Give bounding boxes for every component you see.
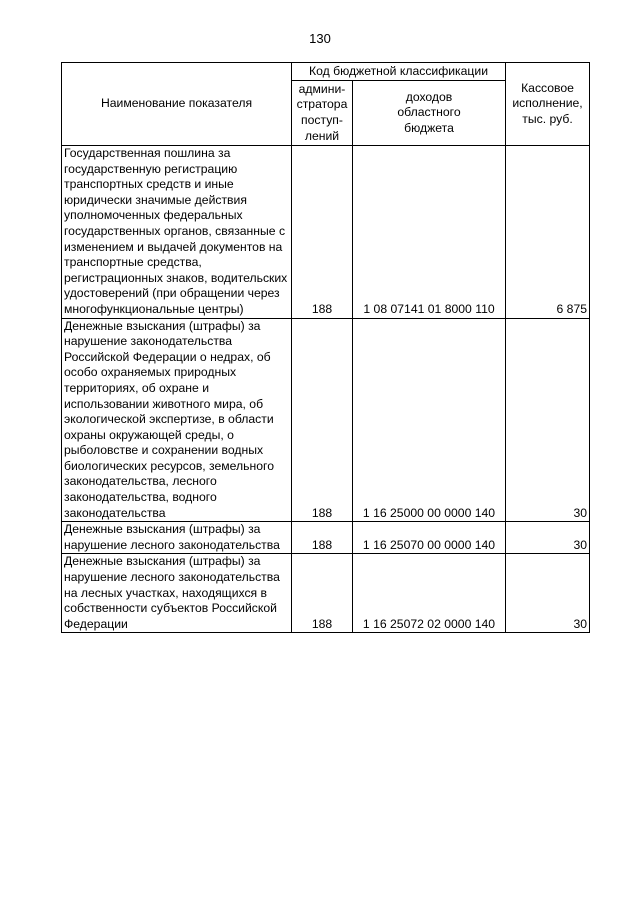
row-amount: 30 [506, 554, 590, 633]
row-income-code: 1 16 25070 00 0000 140 [353, 522, 506, 554]
header-cash-execution-text: Кассовое исполнение, тыс. руб. [512, 80, 583, 126]
table-row [62, 554, 590, 633]
header-regional-income [353, 81, 506, 146]
row-amount: 30 [506, 522, 590, 554]
row-amount: 6 875 [506, 146, 590, 319]
header-cash-execution [506, 63, 590, 146]
row-income-code: 1 08 07141 01 8000 110 [353, 146, 506, 319]
row-name: Денежные взыскания (штрафы) за нарушение законодательства Российской Федерации о недрах, об особо охраняемых природных территориях, об охране и использовании животного мира, об экологической экспертизе, в области охраны окружающей среды, о рыболовстве и сохранении водных биологических ресурсов, земельного законодательства, лесного законодательства, водного законодательства [62, 318, 292, 522]
row-income-code: 1 16 25072 02 0000 140 [353, 554, 506, 633]
row-name: Государственная пошлина за государственную регистрацию транспортных средств и иные юридически значимые действия уполномоченных федеральных государственных органов, связанные с изменением и выдачей документов на транспортные средства, регистрационных знаков, водительских удостоверений (при обращении через многофункциональные центры) [62, 146, 292, 319]
row-admin-code: 188 [292, 146, 353, 319]
row-name: Денежные взыскания (штрафы) за нарушение лесного законодательства на лесных участках, находящихся в собственности субъектов Российской Федерации [62, 554, 292, 633]
table-row [62, 522, 590, 554]
row-admin-code: 188 [292, 554, 353, 633]
row-admin-code: 188 [292, 318, 353, 522]
header-budget-code-group: Код бюджетной классификации [292, 63, 506, 81]
row-amount: 30 [506, 318, 590, 522]
row-admin-code: 188 [292, 522, 353, 554]
header-administrator-text: админи- стратора поступ- лений [296, 81, 348, 143]
header-administrator [292, 81, 353, 146]
page-number: 130 [309, 31, 331, 46]
table-row [62, 146, 590, 319]
table-row [62, 318, 590, 522]
row-name: Денежные взыскания (штрафы) за нарушение лесного законодательства [62, 522, 292, 554]
row-income-code: 1 16 25000 00 0000 140 [353, 318, 506, 522]
header-regional-income-text: доходов областного бюджета [397, 89, 461, 135]
header-name: Наименование показателя [62, 63, 292, 146]
budget-table [61, 62, 590, 633]
